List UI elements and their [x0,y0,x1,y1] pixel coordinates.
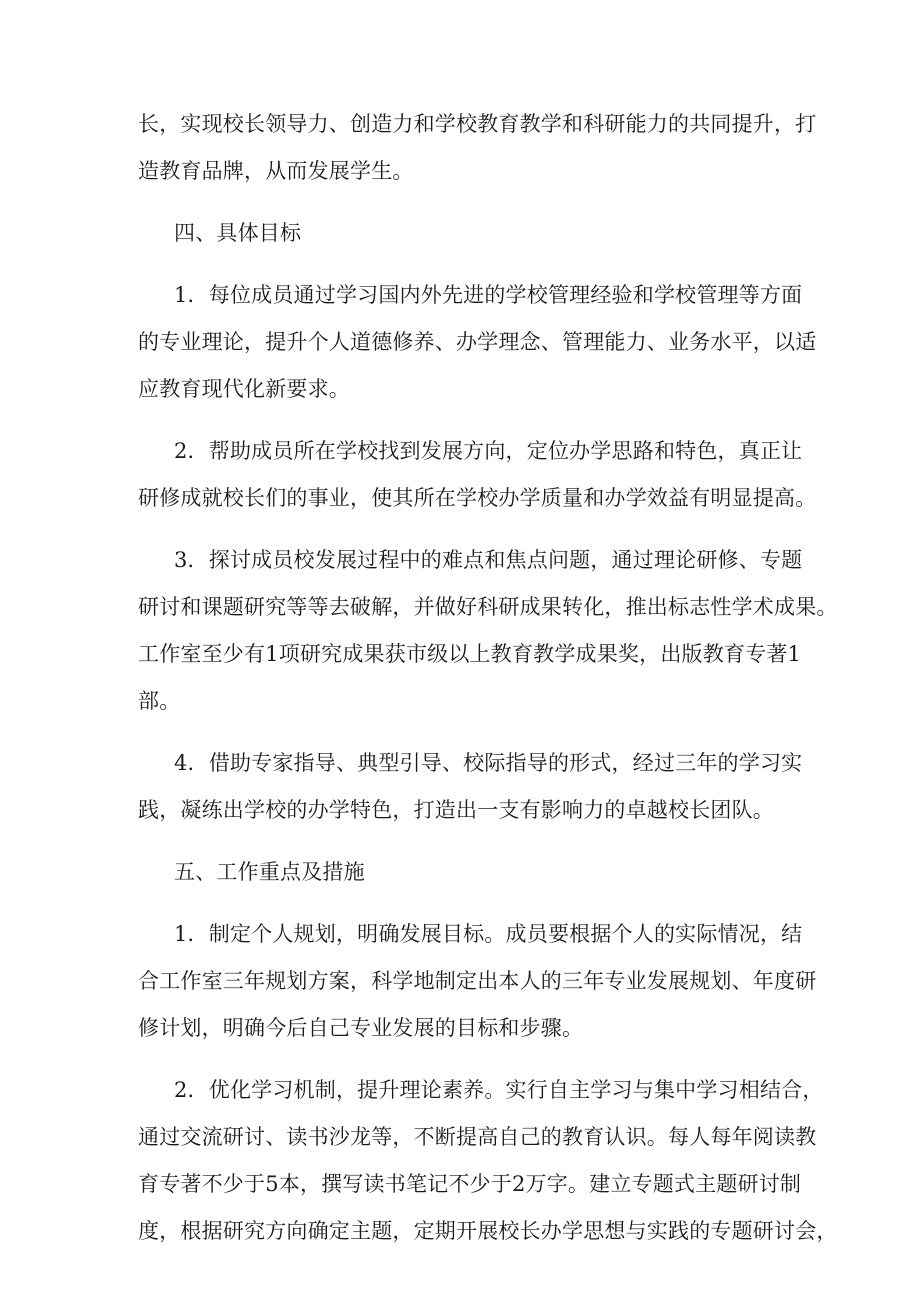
list-item-4-line: 4．借助专家指导、典型引导、校际指导的形式，经过三年的学习实 [174,751,803,775]
measure-1-line: 修计划，明确今后自己专业发展的目标和步骤。 [138,1016,584,1040]
measure-2-line: 通过交流研讨、读书沙龙等，不断提高自己的教育认识。每人每年阅读教 [138,1125,817,1149]
list-item-1-line: 的专业理论，提升个人道德修养、办学理念、管理能力、业务水平，以适 [138,330,817,354]
measure-1-line: 1．制定个人规划，明确发展目标。成员要根据个人的实际情况，结 [174,922,803,946]
list-item-2-line: 2．帮助成员所在学校找到发展方向，定位办学思路和特色，真正让 [174,439,803,463]
list-item-4-line: 践，凝练出学校的办学特色，打造出一支有影响力的卓越校长团队。 [138,798,774,822]
measure-1-line: 合工作室三年规划方案，科学地制定出本人的三年专业发展规划、年度研 [138,969,817,993]
body-text-line: 长，实现校长领导力、创造力和学校教育教学和科研能力的共同提升，打 [138,112,817,136]
body-text-line: 造教育品牌，从而发展学生。 [138,159,414,183]
section-heading: 四、具体目标 [174,221,302,245]
list-item-1-line: 1．每位成员通过学习国内外先进的学校管理经验和学校管理等方面 [174,283,803,307]
list-item-1-line: 应教育现代化新要求。 [138,377,350,401]
measure-2-line: 度，根据研究方向确定主题，定期开展校长办学思想与实践的专题研讨会， [138,1219,838,1243]
list-item-3-line: 工作室至少有1项研究成果获市级以上教育教学成果奖，出版教育专著1 [138,642,802,666]
list-item-3-line: 研讨和课题研究等等去破解，并做好科研成果转化，推出标志性学术成果。 [138,595,838,619]
measure-2-line: 育专著不少于5本，撰写读书笔记不少于2万字。建立专题式主题研讨制 [138,1172,802,1196]
section-heading: 五、工作重点及措施 [174,860,365,884]
document-page [138,112,838,1244]
measure-2-line: 2．优化学习机制，提升理论素养。实行自主学习与集中学习相结合， [174,1078,824,1102]
list-item-3-line: 3．探讨成员校发展过程中的难点和焦点问题，通过理论研修、专题 [174,548,803,572]
list-item-3-line: 部。 [138,689,181,713]
list-item-2-line: 研修成就校长们的事业，使其所在学校办学质量和办学效益有明显提高。 [138,486,817,510]
